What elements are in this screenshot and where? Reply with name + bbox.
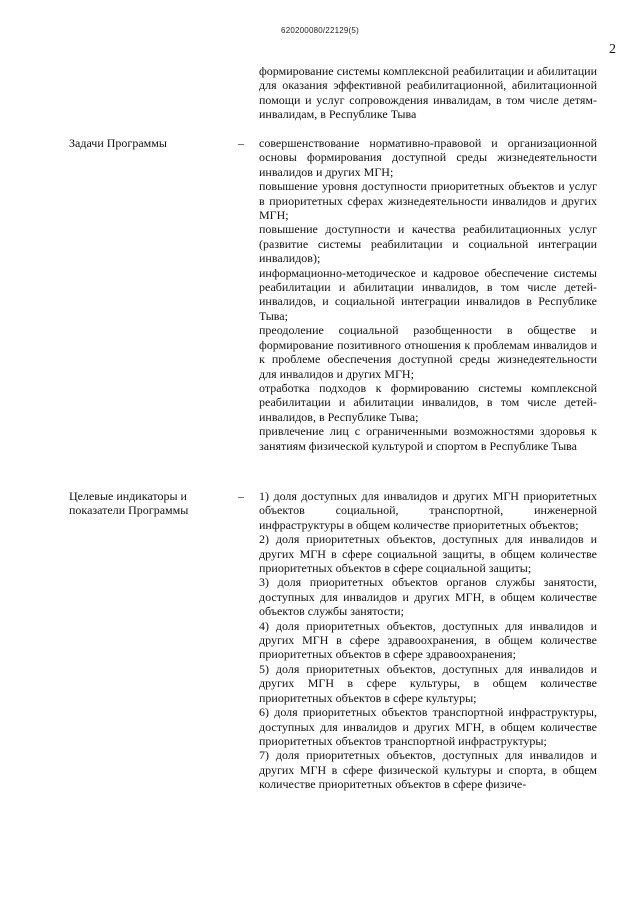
list-item: 2) доля приоритетных объектов, доступных для инвалидов и других МГН в сфере социальной защиты, в общем количестве приоритетных объектов в сфере социальной защиты; (259, 532, 597, 576)
list-item: 7) доля приоритетных объектов, доступных для инвалидов и других МГН в сфере физической культуры и спорта, в общем количестве приоритетных объектов в сфере физиче- (259, 748, 597, 792)
document-registration-number: 620200080/22129(5) (281, 26, 359, 35)
list-item: информационно-методическое и кадровое обеспечение системы реабилитации и абилитации инвалидов, в том числе детей-инвалидов, и социальной интеграции инвалидов в Республике Тыва; (259, 265, 597, 323)
list-item: отработка подходов к формированию системы комплексной реабилитации и абилитации инвалидов, в том числе детей-инвалидов, в Республике Тыва; (259, 380, 597, 424)
list-item: повышение уровня доступности приоритетных объектов и услуг в приоритетных сферах жизнедеятельности инвалидов и других МГН; (259, 179, 597, 223)
list-item: 3) доля приоритетных объектов органов службы занятости, доступных для инвалидов и других МГН, в общем количестве объектов службы занятости; (259, 575, 597, 619)
list-item: преодоление социальной разобщенности в обществе и формирование позитивного отношения к проблемам инвалидов и к проблеме обеспечения доступной среды жизнедеятельности для инвалидов и других МГН; (259, 323, 597, 381)
list-item: совершенствование нормативно-правовой и организационной основы формирования доступной среды жизнедеятельности инвалидов и других МГН; (259, 136, 597, 179)
list-item: 5) доля приоритетных объектов, доступных для инвалидов и других МГН в сфере культуры, в общем количестве приоритетных объектов в сфере культуры; (259, 661, 597, 705)
page-number: 2 (609, 42, 616, 57)
intro-text: формирование системы комплексной реабилитации и абилитации для оказания эффективной реабилитационной, абилитационной помощи и услуг сопровождения инвалидам, в том числе детям-инвалидам, в Республике Тыва (259, 64, 597, 122)
tasks-list (259, 136, 597, 453)
list-item: 4) доля приоритетных объектов, доступных для инвалидов и других МГН в сфере здравоохранения, в общем количестве приоритетных объектов в сфере здравоохранения; (259, 618, 597, 662)
indicators-label: Целевые индикаторы и показатели Программы (69, 489, 189, 518)
indicators-dash: – (238, 489, 244, 503)
list-item: 6) доля приоритетных объектов транспортной инфраструктуры, доступных для инвалидов и других МГН, в общем количестве приоритетных объектов транспортной инфраструктуры; (259, 705, 597, 748)
tasks-dash: – (238, 136, 244, 150)
list-item: привлечение лиц с ограниченными возможностями здоровья к занятиям физической культурой и спортом в Республике Тыва (259, 424, 597, 453)
list-item: 1) доля доступных для инвалидов и других МГН приоритетных объектов социальной, транспортной, инженерной инфраструктуры в общем количестве приоритетных объектов; (259, 489, 597, 532)
tasks-label: Задачи Программы (69, 136, 167, 150)
list-item: повышение доступности и качества реабилитационных услуг (развитие системы реабилитации и социальной интеграции инвалидов); (259, 222, 597, 266)
indicators-list (259, 489, 597, 792)
